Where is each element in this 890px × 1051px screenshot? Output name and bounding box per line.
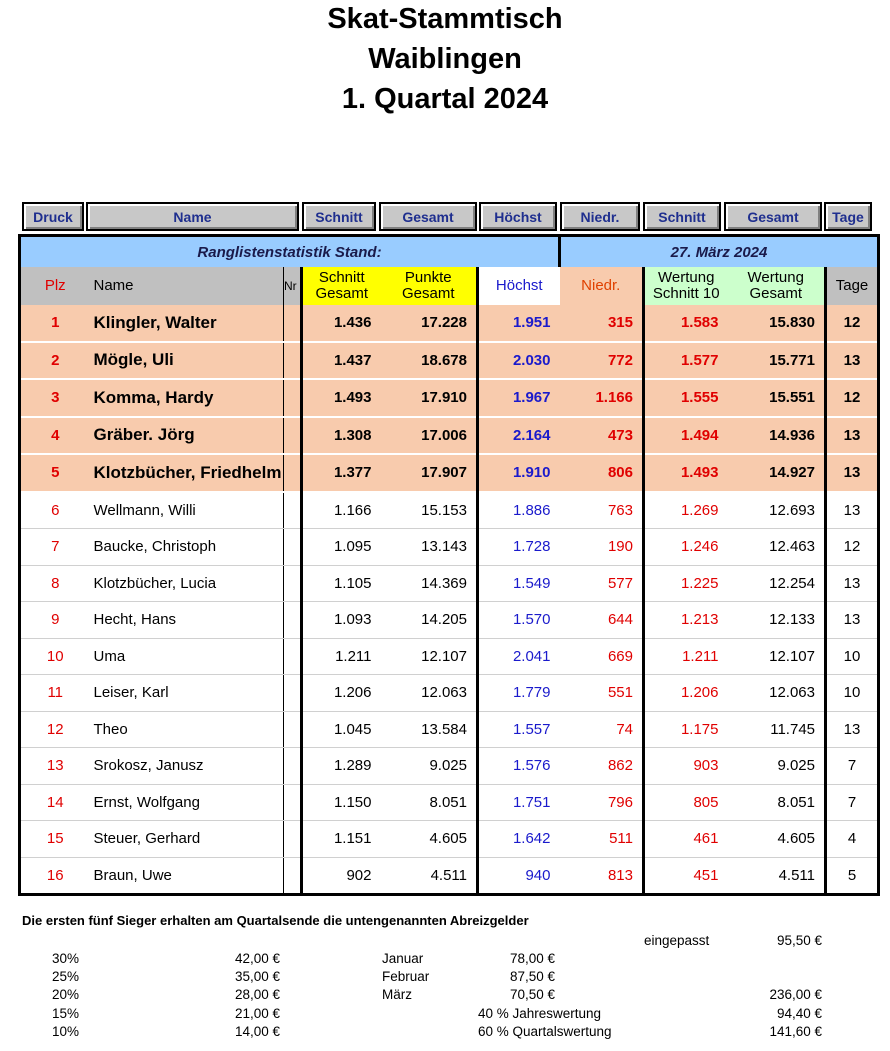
player-name-cell: Braun, Uwe [90,857,284,895]
niedr-cell: 772 [560,342,644,380]
prize-pct: 20% [52,987,80,1002]
player-name-cell: Uma [90,638,284,675]
niedr-cell: 1.166 [560,379,644,417]
hoechst-cell: 1.728 [478,529,560,566]
tage-cell: 12 [826,305,879,342]
schnitt-cell: 1.150 [302,784,381,821]
ranking-table [18,234,880,896]
rank-cell: 14 [20,784,90,821]
table-row [20,565,879,602]
tage-cell: 13 [826,492,879,529]
col-wgesamt-header-line2: Gesamt [749,285,802,302]
schnitt-cell: 1.166 [302,492,381,529]
nr-cell [284,305,302,342]
month-amount: 70,50 € [509,987,555,1002]
wertung-schnitt-cell: 1.583 [644,305,728,342]
table-row [20,379,879,417]
niedr-cell: 796 [560,784,644,821]
punkte-cell: 9.025 [381,748,478,785]
player-name-cell: Mögle, Uli [90,342,284,380]
punkte-cell: 17.910 [381,379,478,417]
tage-cell: 12 [826,529,879,566]
total-value: 236,00 € [769,987,822,1002]
col-niedr-header: Niedr. [560,267,644,305]
schnitt-cell: 1.045 [302,711,381,748]
page-title-line-3: 1. Quartal 2024 [341,83,549,115]
tage-cell: 12 [826,379,879,417]
schnitt-cell: 1.493 [302,379,381,417]
table-row [20,305,879,342]
niedr-cell: 511 [560,821,644,858]
prize-amount: 42,00 € [234,951,280,966]
col-wschnitt-header-line1: Wertung [658,269,715,286]
tage-cell: 13 [826,602,879,639]
eingepasst-label: eingepasst [644,933,710,948]
prize-pct: 30% [52,951,80,966]
table-row [20,821,879,858]
schnitt-cell: 1.151 [302,821,381,858]
wertung-gesamt-cell: 12.107 [728,638,826,675]
hoechst-cell: 1.549 [478,565,560,602]
table-row [20,602,879,639]
wertung-schnitt-cell: 1.175 [644,711,728,748]
table-row [20,711,879,748]
sort-niedr-button[interactable]: Niedr. [560,202,640,231]
hoechst-cell: 1.779 [478,675,560,712]
punkte-cell: 14.205 [381,602,478,639]
prize-pct: 15% [52,1006,80,1021]
prize-pct: 10% [52,1024,80,1039]
col-wgesamt-header-line1: Wertung [747,269,804,286]
page-title-line-1: Skat-Stammtisch [327,3,563,35]
col-punkte-header [381,267,478,305]
niedr-cell: 806 [560,454,644,492]
month-label: Februar [382,969,430,984]
tage-cell: 4 [826,821,879,858]
hoechst-cell: 940 [478,857,560,895]
rank-cell: 5 [20,454,90,492]
col-schnitt-header-line2: Gesamt [315,285,368,302]
niedr-cell: 644 [560,602,644,639]
player-name-cell: Wellmann, Willi [90,492,284,529]
sort-hoechst-button[interactable]: Höchst [479,202,557,231]
player-name-cell: Srokosz, Janusz [90,748,284,785]
tage-cell: 7 [826,784,879,821]
wertung-schnitt-cell: 1.494 [644,417,728,455]
punkte-cell: 15.153 [381,492,478,529]
niedr-cell: 551 [560,675,644,712]
rank-cell: 1 [20,305,90,342]
table-row [20,342,879,380]
niedr-cell: 862 [560,748,644,785]
prize-amount: 21,00 € [234,1006,280,1021]
eingepasst-value: 95,50 € [776,933,822,948]
player-name-cell: Komma, Hardy [90,379,284,417]
rank-cell: 7 [20,529,90,566]
nr-cell [284,638,302,675]
wertung-schnitt-cell: 1.206 [644,675,728,712]
quartals-label: 60 % Quartalswertung [478,1024,612,1039]
sort-wertung-schnitt-button[interactable]: Schnitt [643,202,721,231]
prize-amount: 28,00 € [234,987,280,1002]
tage-cell: 13 [826,342,879,380]
schnitt-cell: 1.437 [302,342,381,380]
wertung-schnitt-cell: 1.555 [644,379,728,417]
nr-cell [284,454,302,492]
punkte-cell: 14.369 [381,565,478,602]
nr-cell [284,565,302,602]
col-tage-header: Tage [826,267,879,305]
sort-wertung-gesamt-button[interactable]: Gesamt [724,202,822,231]
wertung-schnitt-cell: 461 [644,821,728,858]
player-name-cell: Hecht, Hans [90,602,284,639]
col-name-header: Name [90,267,284,305]
table-row [20,638,879,675]
col-wgesamt-header [728,267,826,305]
wertung-schnitt-cell: 1.493 [644,454,728,492]
hoechst-cell: 1.967 [478,379,560,417]
wertung-gesamt-cell: 14.927 [728,454,826,492]
tage-cell: 13 [826,711,879,748]
nr-cell [284,821,302,858]
wertung-gesamt-cell: 4.605 [728,821,826,858]
col-schnitt-header [302,267,381,305]
niedr-cell: 473 [560,417,644,455]
punkte-cell: 4.605 [381,821,478,858]
wertung-gesamt-cell: 11.745 [728,711,826,748]
wertung-gesamt-cell: 4.511 [728,857,826,895]
player-name-cell: Klotzbücher, Lucia [90,565,284,602]
nr-cell [284,602,302,639]
wertung-schnitt-cell: 1.213 [644,602,728,639]
column-header-row [20,267,879,305]
hoechst-cell: 1.751 [478,784,560,821]
col-punkte-header-line2: Gesamt [401,285,455,302]
schnitt-cell: 1.308 [302,417,381,455]
schnitt-cell: 1.211 [302,638,381,675]
hoechst-cell: 1.557 [478,711,560,748]
player-name-cell: Baucke, Christoph [90,529,284,566]
nr-cell [284,784,302,821]
wertung-schnitt-cell: 1.577 [644,342,728,380]
tage-cell: 10 [826,638,879,675]
player-name-cell: Gräber. Jörg [90,417,284,455]
tage-cell: 13 [826,454,879,492]
rank-cell: 11 [20,675,90,712]
nr-cell [284,342,302,380]
wertung-gesamt-cell: 9.025 [728,748,826,785]
player-name-cell: Klingler, Walter [90,305,284,342]
niedr-cell: 315 [560,305,644,342]
jahres-label: 40 % Jahreswertung [478,1006,602,1021]
player-name-cell: Ernst, Wolfgang [90,784,284,821]
table-row [20,748,879,785]
col-schnitt-header-line1: Schnitt [318,269,365,286]
schnitt-cell: 1.093 [302,602,381,639]
rank-cell: 15 [20,821,90,858]
rank-cell: 16 [20,857,90,895]
col-plz-header: Plz [20,267,90,305]
punkte-cell: 18.678 [381,342,478,380]
hoechst-cell: 1.642 [478,821,560,858]
nr-cell [284,417,302,455]
wertung-schnitt-cell: 805 [644,784,728,821]
rank-cell: 2 [20,342,90,380]
col-wschnitt-header-line2: Schnitt 10 [652,285,720,302]
punkte-cell: 17.907 [381,454,478,492]
wertung-gesamt-cell: 15.551 [728,379,826,417]
col-punkte-header-line1: Punkte [404,269,452,286]
player-name-cell: Leiser, Karl [90,675,284,712]
hoechst-cell: 1.951 [478,305,560,342]
druck-button[interactable]: Druck [22,202,84,231]
table-row [20,454,879,492]
wertung-gesamt-cell: 12.063 [728,675,826,712]
table-row [20,784,879,821]
banner-date: 27. März 2024 [560,236,879,268]
rank-cell: 9 [20,602,90,639]
rank-cell: 13 [20,748,90,785]
niedr-cell: 763 [560,492,644,529]
month-label: März [382,987,412,1002]
wertung-schnitt-cell: 451 [644,857,728,895]
nr-cell [284,711,302,748]
rank-cell: 10 [20,638,90,675]
rank-cell: 4 [20,417,90,455]
table-row [20,529,879,566]
wertung-gesamt-cell: 12.133 [728,602,826,639]
rank-cell: 12 [20,711,90,748]
table-row [20,492,879,529]
tage-cell: 13 [826,417,879,455]
col-wschnitt-header [644,267,728,305]
schnitt-cell: 1.206 [302,675,381,712]
niedr-cell: 577 [560,565,644,602]
player-name-cell: Theo [90,711,284,748]
niedr-cell: 190 [560,529,644,566]
wertung-gesamt-cell: 15.830 [728,305,826,342]
col-hoechst-header: Höchst [478,267,560,305]
tage-cell: 13 [826,565,879,602]
wertung-gesamt-cell: 12.463 [728,529,826,566]
wertung-schnitt-cell: 1.246 [644,529,728,566]
punkte-cell: 13.584 [381,711,478,748]
wertung-gesamt-cell: 15.771 [728,342,826,380]
banner-row [20,236,879,268]
punkte-cell: 12.063 [381,675,478,712]
hoechst-cell: 1.576 [478,748,560,785]
hoechst-cell: 2.030 [478,342,560,380]
nr-cell [284,379,302,417]
wertung-schnitt-cell: 903 [644,748,728,785]
month-amount: 78,00 € [509,951,555,966]
table-row [20,857,879,895]
punkte-cell: 8.051 [381,784,478,821]
sort-schnitt-button[interactable]: Schnitt [302,202,376,231]
hoechst-cell: 2.164 [478,417,560,455]
quartals-value: 141,60 € [769,1024,822,1039]
jahres-value: 94,40 € [776,1006,822,1021]
nr-cell [284,857,302,895]
wertung-gesamt-cell: 12.693 [728,492,826,529]
month-amount: 87,50 € [509,969,555,984]
nr-cell [284,529,302,566]
tage-cell: 7 [826,748,879,785]
punkte-cell: 17.228 [381,305,478,342]
prize-amount: 14,00 € [234,1024,280,1039]
schnitt-cell: 1.105 [302,565,381,602]
wertung-schnitt-cell: 1.225 [644,565,728,602]
page-title-line-2: Waiblingen [368,43,522,75]
player-name-cell: Klotzbücher, Friedhelm [90,454,284,492]
wertung-gesamt-cell: 12.254 [728,565,826,602]
niedr-cell: 813 [560,857,644,895]
punkte-cell: 13.143 [381,529,478,566]
wertung-gesamt-cell: 8.051 [728,784,826,821]
hoechst-cell: 1.570 [478,602,560,639]
punkte-cell: 12.107 [381,638,478,675]
player-name-cell: Steuer, Gerhard [90,821,284,858]
sort-gesamt-button[interactable]: Gesamt [379,202,477,231]
niedr-cell: 74 [560,711,644,748]
rank-cell: 3 [20,379,90,417]
month-label: Januar [382,951,424,966]
wertung-schnitt-cell: 1.211 [644,638,728,675]
nr-cell [284,675,302,712]
col-nr-header: Nr [284,267,302,305]
wertung-schnitt-cell: 1.269 [644,492,728,529]
nr-cell [284,492,302,529]
footer-heading: Die ersten fünf Sieger erhalten am Quartalsende die untengenannten Abreizgelder [22,913,529,928]
tage-cell: 5 [826,857,879,895]
punkte-cell: 4.511 [381,857,478,895]
tage-cell: 10 [826,675,879,712]
rank-cell: 6 [20,492,90,529]
wertung-gesamt-cell: 14.936 [728,417,826,455]
sort-tage-button[interactable]: Tage [824,202,872,231]
nr-cell [284,748,302,785]
sort-name-button[interactable]: Name [86,202,299,231]
banner-title: Ranglistenstatistik Stand: [20,236,560,268]
hoechst-cell: 2.041 [478,638,560,675]
hoechst-cell: 1.910 [478,454,560,492]
table-row [20,675,879,712]
prize-amount: 35,00 € [234,969,280,984]
schnitt-cell: 902 [302,857,381,895]
schnitt-cell: 1.095 [302,529,381,566]
punkte-cell: 17.006 [381,417,478,455]
schnitt-cell: 1.289 [302,748,381,785]
prize-pct: 25% [52,969,80,984]
niedr-cell: 669 [560,638,644,675]
schnitt-cell: 1.377 [302,454,381,492]
schnitt-cell: 1.436 [302,305,381,342]
hoechst-cell: 1.886 [478,492,560,529]
rank-cell: 8 [20,565,90,602]
table-row [20,417,879,455]
